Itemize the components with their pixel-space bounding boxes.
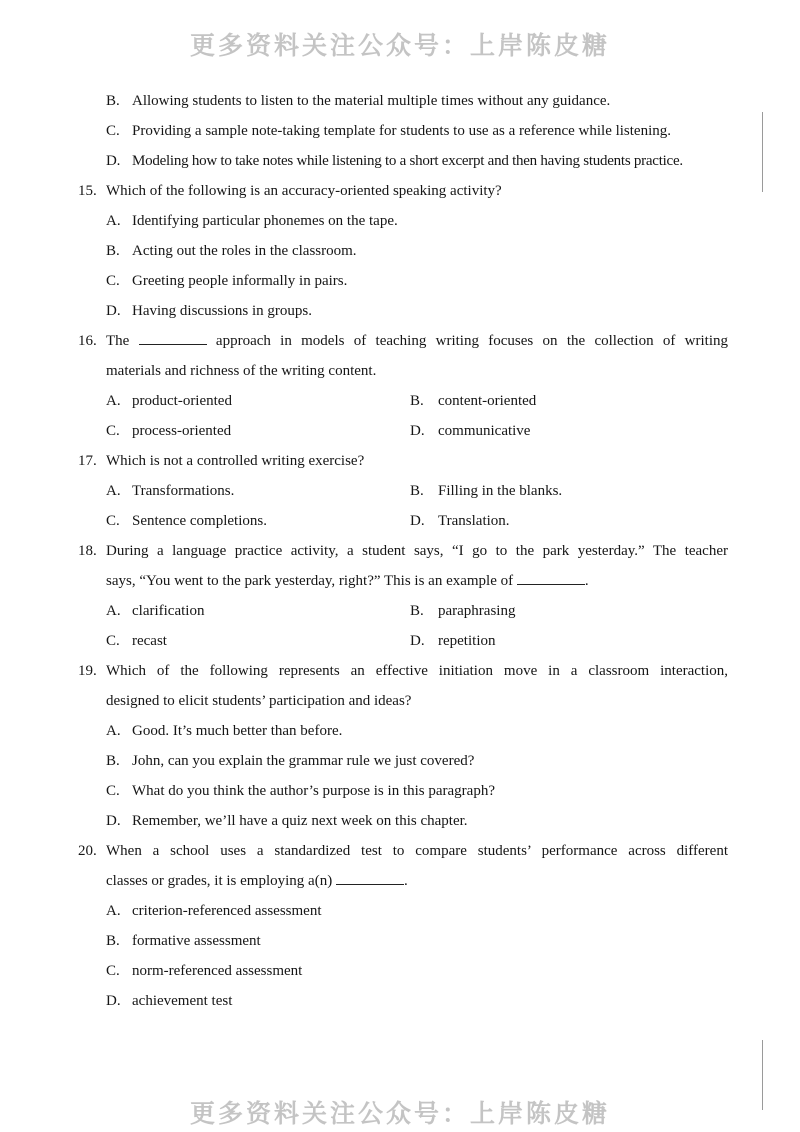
q19-option-c: C. What do you think the author’s purpose is in this paragraph?: [106, 783, 495, 799]
q20-stem-line1: 20. When a school uses a standardized test to compare students’ performance across different: [78, 843, 728, 859]
q14-option-d: D. Modeling how to take notes while listening to a short excerpt and then having students practice.: [106, 153, 683, 169]
scan-edge-mark: [762, 112, 763, 192]
q18-option-a: A. clarification: [106, 603, 205, 619]
q18-blank: [517, 572, 585, 585]
q18-stem-line2: says, “You went to the park yesterday, right?” This is an example of .: [106, 573, 589, 589]
q15-option-c: C. Greeting people informally in pairs.: [106, 273, 348, 289]
watermark-header: 更多资料关注公众号：上岸陈皮糖: [189, 31, 610, 60]
q15-stem: 15. Which of the following is an accuracy-oriented speaking activity?: [78, 183, 502, 199]
q20-blank: [336, 872, 404, 885]
q20-option-d: D. achievement test: [106, 993, 233, 1009]
q16-option-c: C. process-oriented: [106, 423, 232, 439]
q18-option-d: D. repetition: [410, 633, 496, 649]
q20-option-a: A. criterion-referenced assessment: [106, 903, 322, 919]
q20-option-c: C. norm-referenced assessment: [106, 963, 303, 979]
q18-stem-line1: 18. During a language practice activity, a student says, “I go to the park yesterday.” The teacher: [78, 543, 728, 559]
q17-stem: 17. Which is not a controlled writing exercise?: [78, 453, 365, 469]
q16-stem-line2: materials and richness of the writing content.: [106, 363, 377, 379]
q18-option-c: C. recast: [106, 633, 167, 649]
q14-option-c: C. Providing a sample note-taking template for students to use as a reference while listening.: [106, 123, 672, 139]
q20-option-b: B. formative assessment: [106, 933, 261, 949]
q19-stem-line1: 19. Which of the following represents an effective initiation move in a classroom interaction,: [78, 663, 728, 679]
q17-option-b: B. Filling in the blanks.: [410, 483, 563, 499]
q19-option-a: A. Good. It’s much better than before.: [106, 723, 343, 739]
q17-option-a: A. Transformations.: [106, 483, 235, 499]
q16-option-a: A. product-oriented: [106, 393, 232, 409]
q17-option-c: C. Sentence completions.: [106, 513, 267, 529]
watermark-footer: 更多资料关注公众号：上岸陈皮糖: [189, 1099, 610, 1128]
q19-option-d: D. Remember, we’ll have a quiz next week on this chapter.: [106, 813, 468, 829]
q15-option-d: D. Having discussions in groups.: [106, 303, 312, 319]
q18-option-b: B. paraphrasing: [410, 603, 516, 619]
q16-option-d: D. communicative: [410, 423, 531, 439]
q20-stem-line2: classes or grades, it is employing a(n) .: [106, 873, 408, 889]
q16-blank: [139, 332, 207, 345]
q15-option-a: A. Identifying particular phonemes on the tape.: [106, 213, 398, 229]
q16-stem-line1: 16. The approach in models of teaching writing focuses on the collection of writing: [78, 333, 728, 349]
q16-option-b: B. content-oriented: [410, 393, 537, 409]
q17-option-d: D. Translation.: [410, 513, 510, 529]
q15-option-b: B. Acting out the roles in the classroom.: [106, 243, 357, 259]
q14-option-b: B. Allowing students to listen to the material multiple times without any guidance.: [106, 93, 611, 109]
q19-stem-line2: designed to elicit students’ participation and ideas?: [106, 693, 412, 709]
q19-option-b: B. John, can you explain the grammar rule we just covered?: [106, 753, 475, 769]
